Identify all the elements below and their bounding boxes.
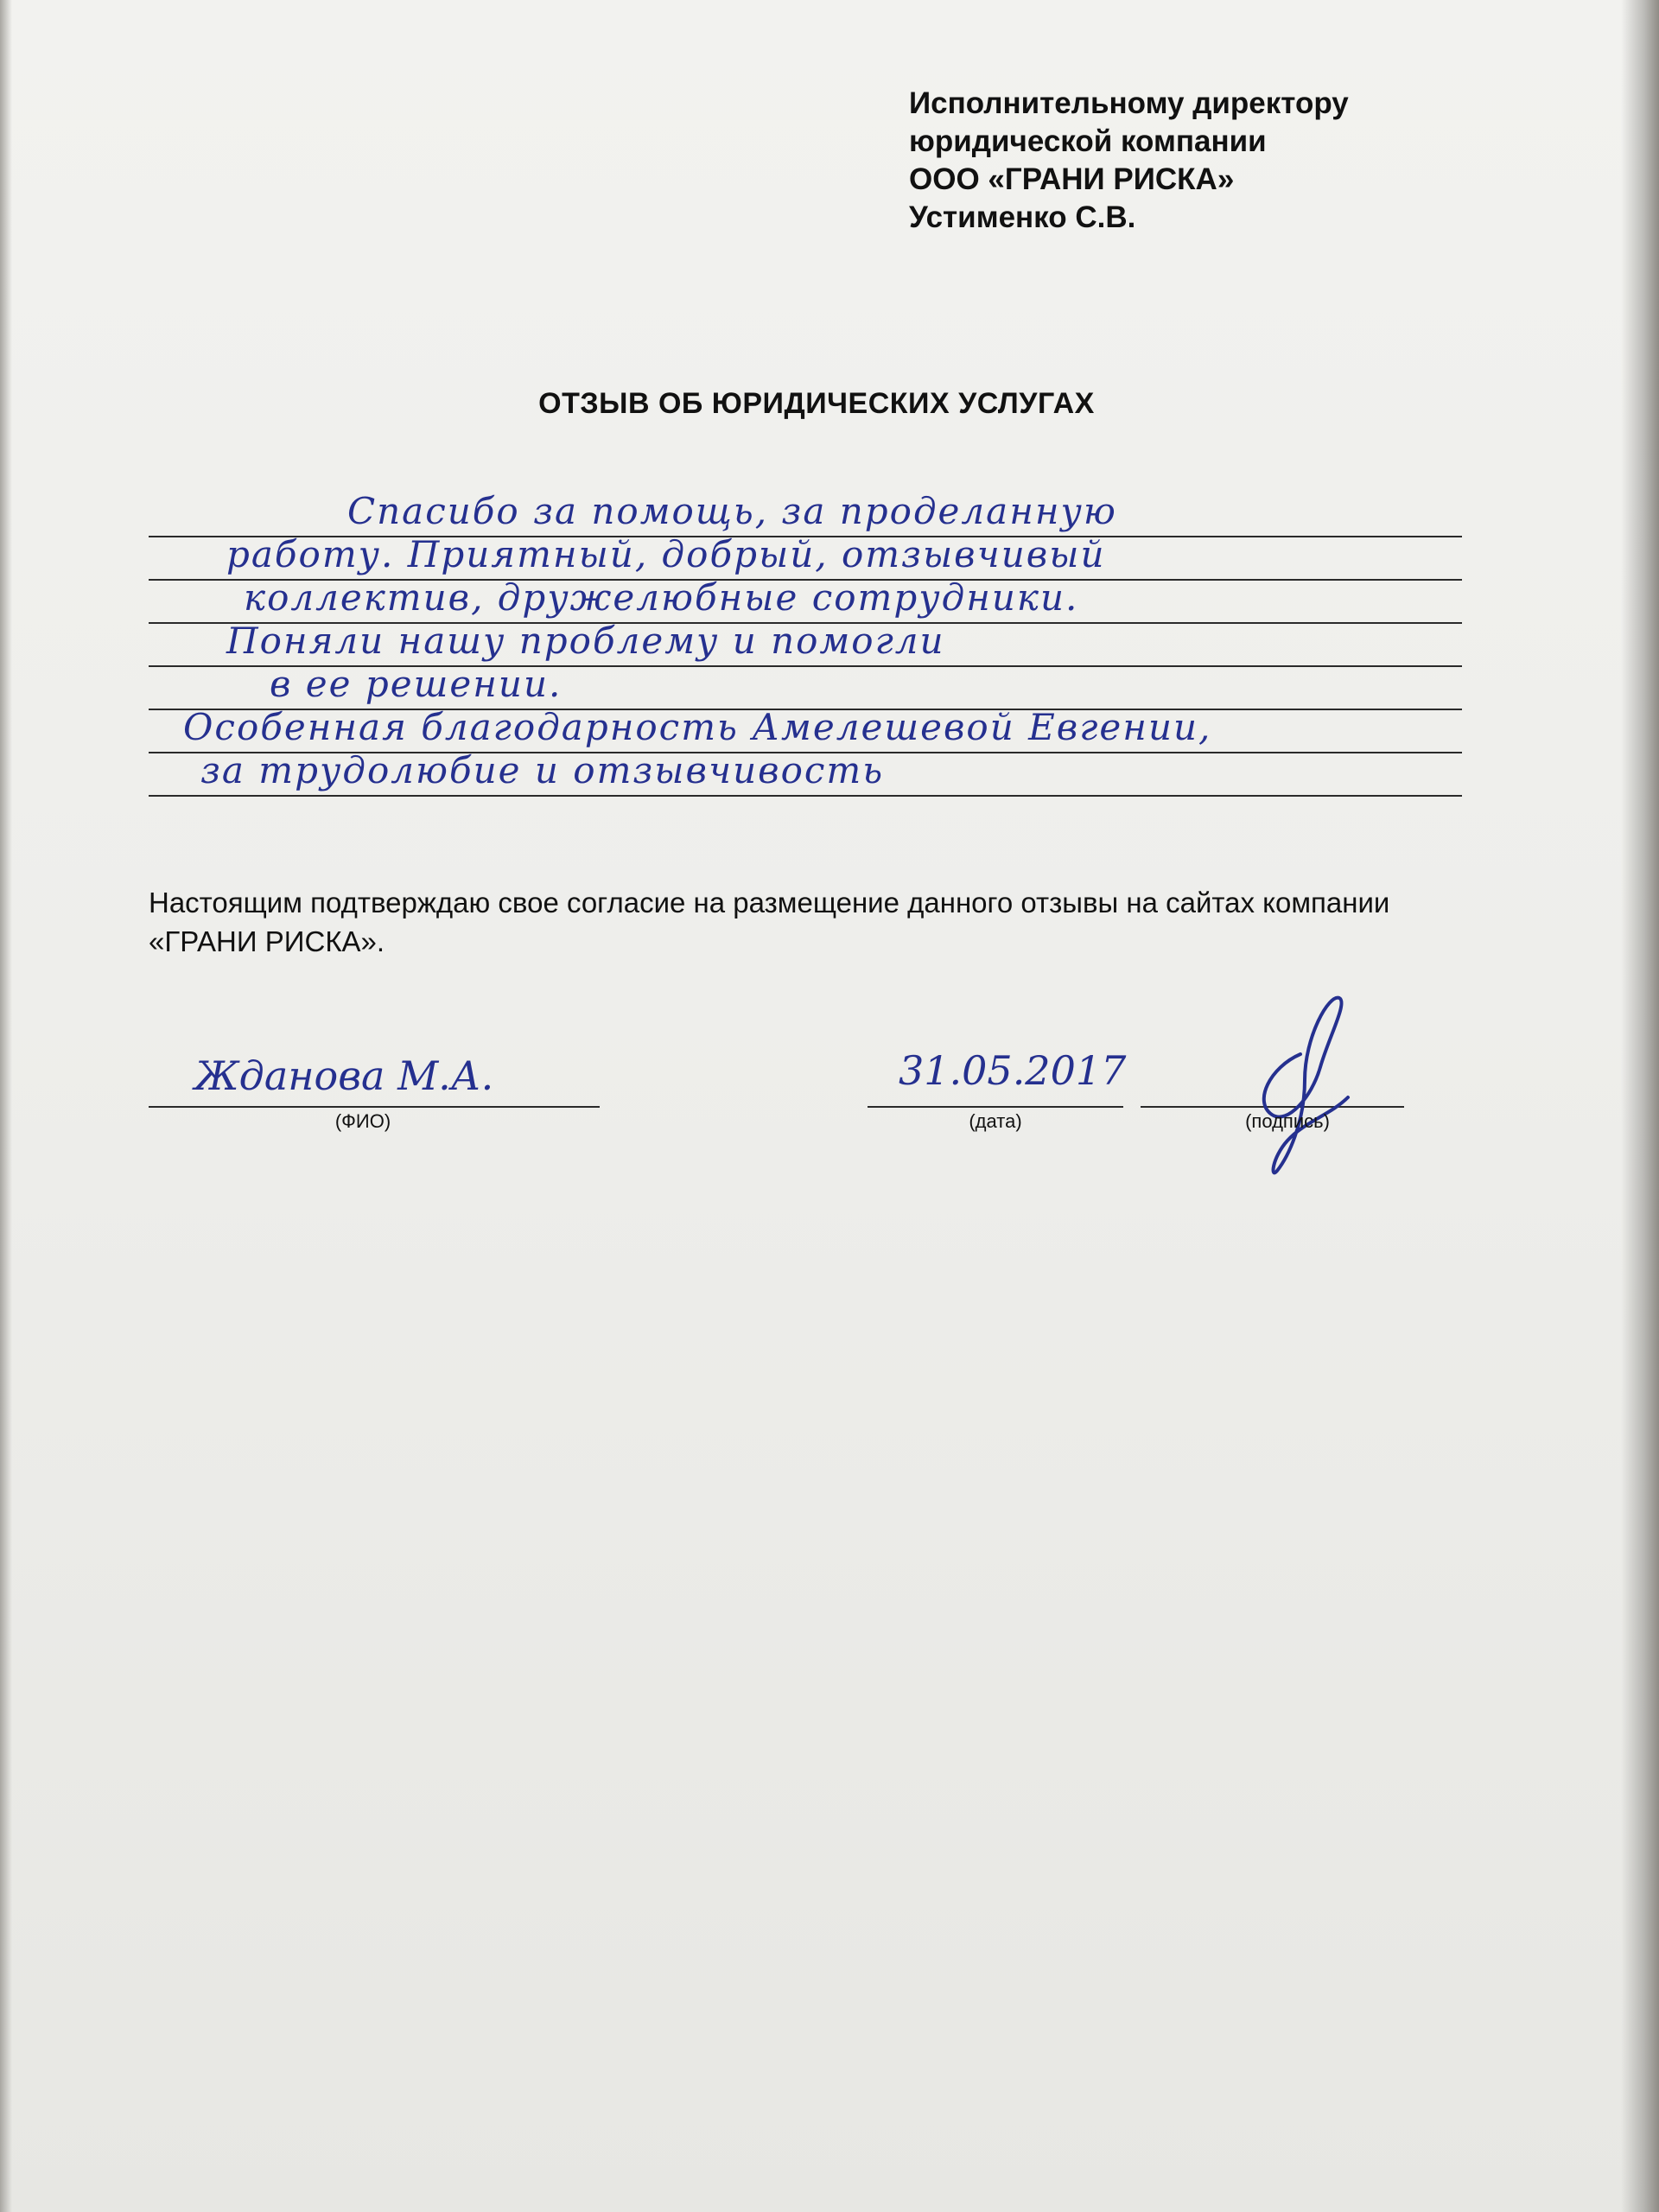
addressee-name: Устименко С.В.: [909, 200, 1136, 234]
fio-line: [149, 1106, 600, 1108]
date-line: [868, 1106, 1123, 1108]
addressee-company-type: юридической компании: [909, 124, 1267, 158]
signature-caption: (подпись): [1245, 1110, 1330, 1132]
review-line: [149, 620, 1462, 667]
date-caption: (дата): [969, 1110, 1022, 1132]
paper-shadow-left: [0, 0, 12, 2212]
signature-mark: [1218, 985, 1374, 1184]
fio-caption: (ФИО): [334, 1110, 391, 1132]
consent-statement: Настоящим подтверждаю свое согласие на размещение данного отзывы на сайтах компании «ГРАНИ РИСКА».: [149, 887, 1390, 957]
review-line-text: Особенная благодарность Амелешевой Евгении,: [183, 706, 1212, 748]
addressee-position: Исполнительному директору: [909, 86, 1349, 120]
document-title: ОТЗЫВ ОБ ЮРИДИЧЕСКИХ УСЛУГАХ: [538, 387, 1095, 420]
review-handwritten-block: [149, 490, 1462, 797]
review-line: [149, 533, 1462, 581]
fio-handwritten-value: Жданова М.А.: [194, 1052, 494, 1099]
review-line-text: работу. Приятный, добрый, отзывчивый: [226, 533, 1106, 575]
review-line: [149, 490, 1462, 537]
review-line-text: в ее решении.: [270, 663, 563, 705]
review-line-text: коллектив, дружелюбные сотрудники.: [244, 576, 1079, 619]
review-line: [149, 576, 1462, 624]
addressee-block: [909, 85, 1349, 237]
review-line-text: Поняли нашу проблему и помогли: [226, 620, 945, 662]
paper-shadow-right: [1621, 0, 1659, 2212]
review-line: [149, 706, 1462, 753]
addressee-company-name: ООО «ГРАНИ РИСКА»: [909, 162, 1235, 196]
date-handwritten-value: 31.05.2017: [899, 1047, 1127, 1094]
review-line: [149, 749, 1462, 797]
review-line-text: за трудолюбие и отзывчивость: [200, 749, 885, 791]
review-line: [149, 663, 1462, 710]
review-line-text: Спасибо за помощь, за проделанную: [347, 490, 1117, 532]
